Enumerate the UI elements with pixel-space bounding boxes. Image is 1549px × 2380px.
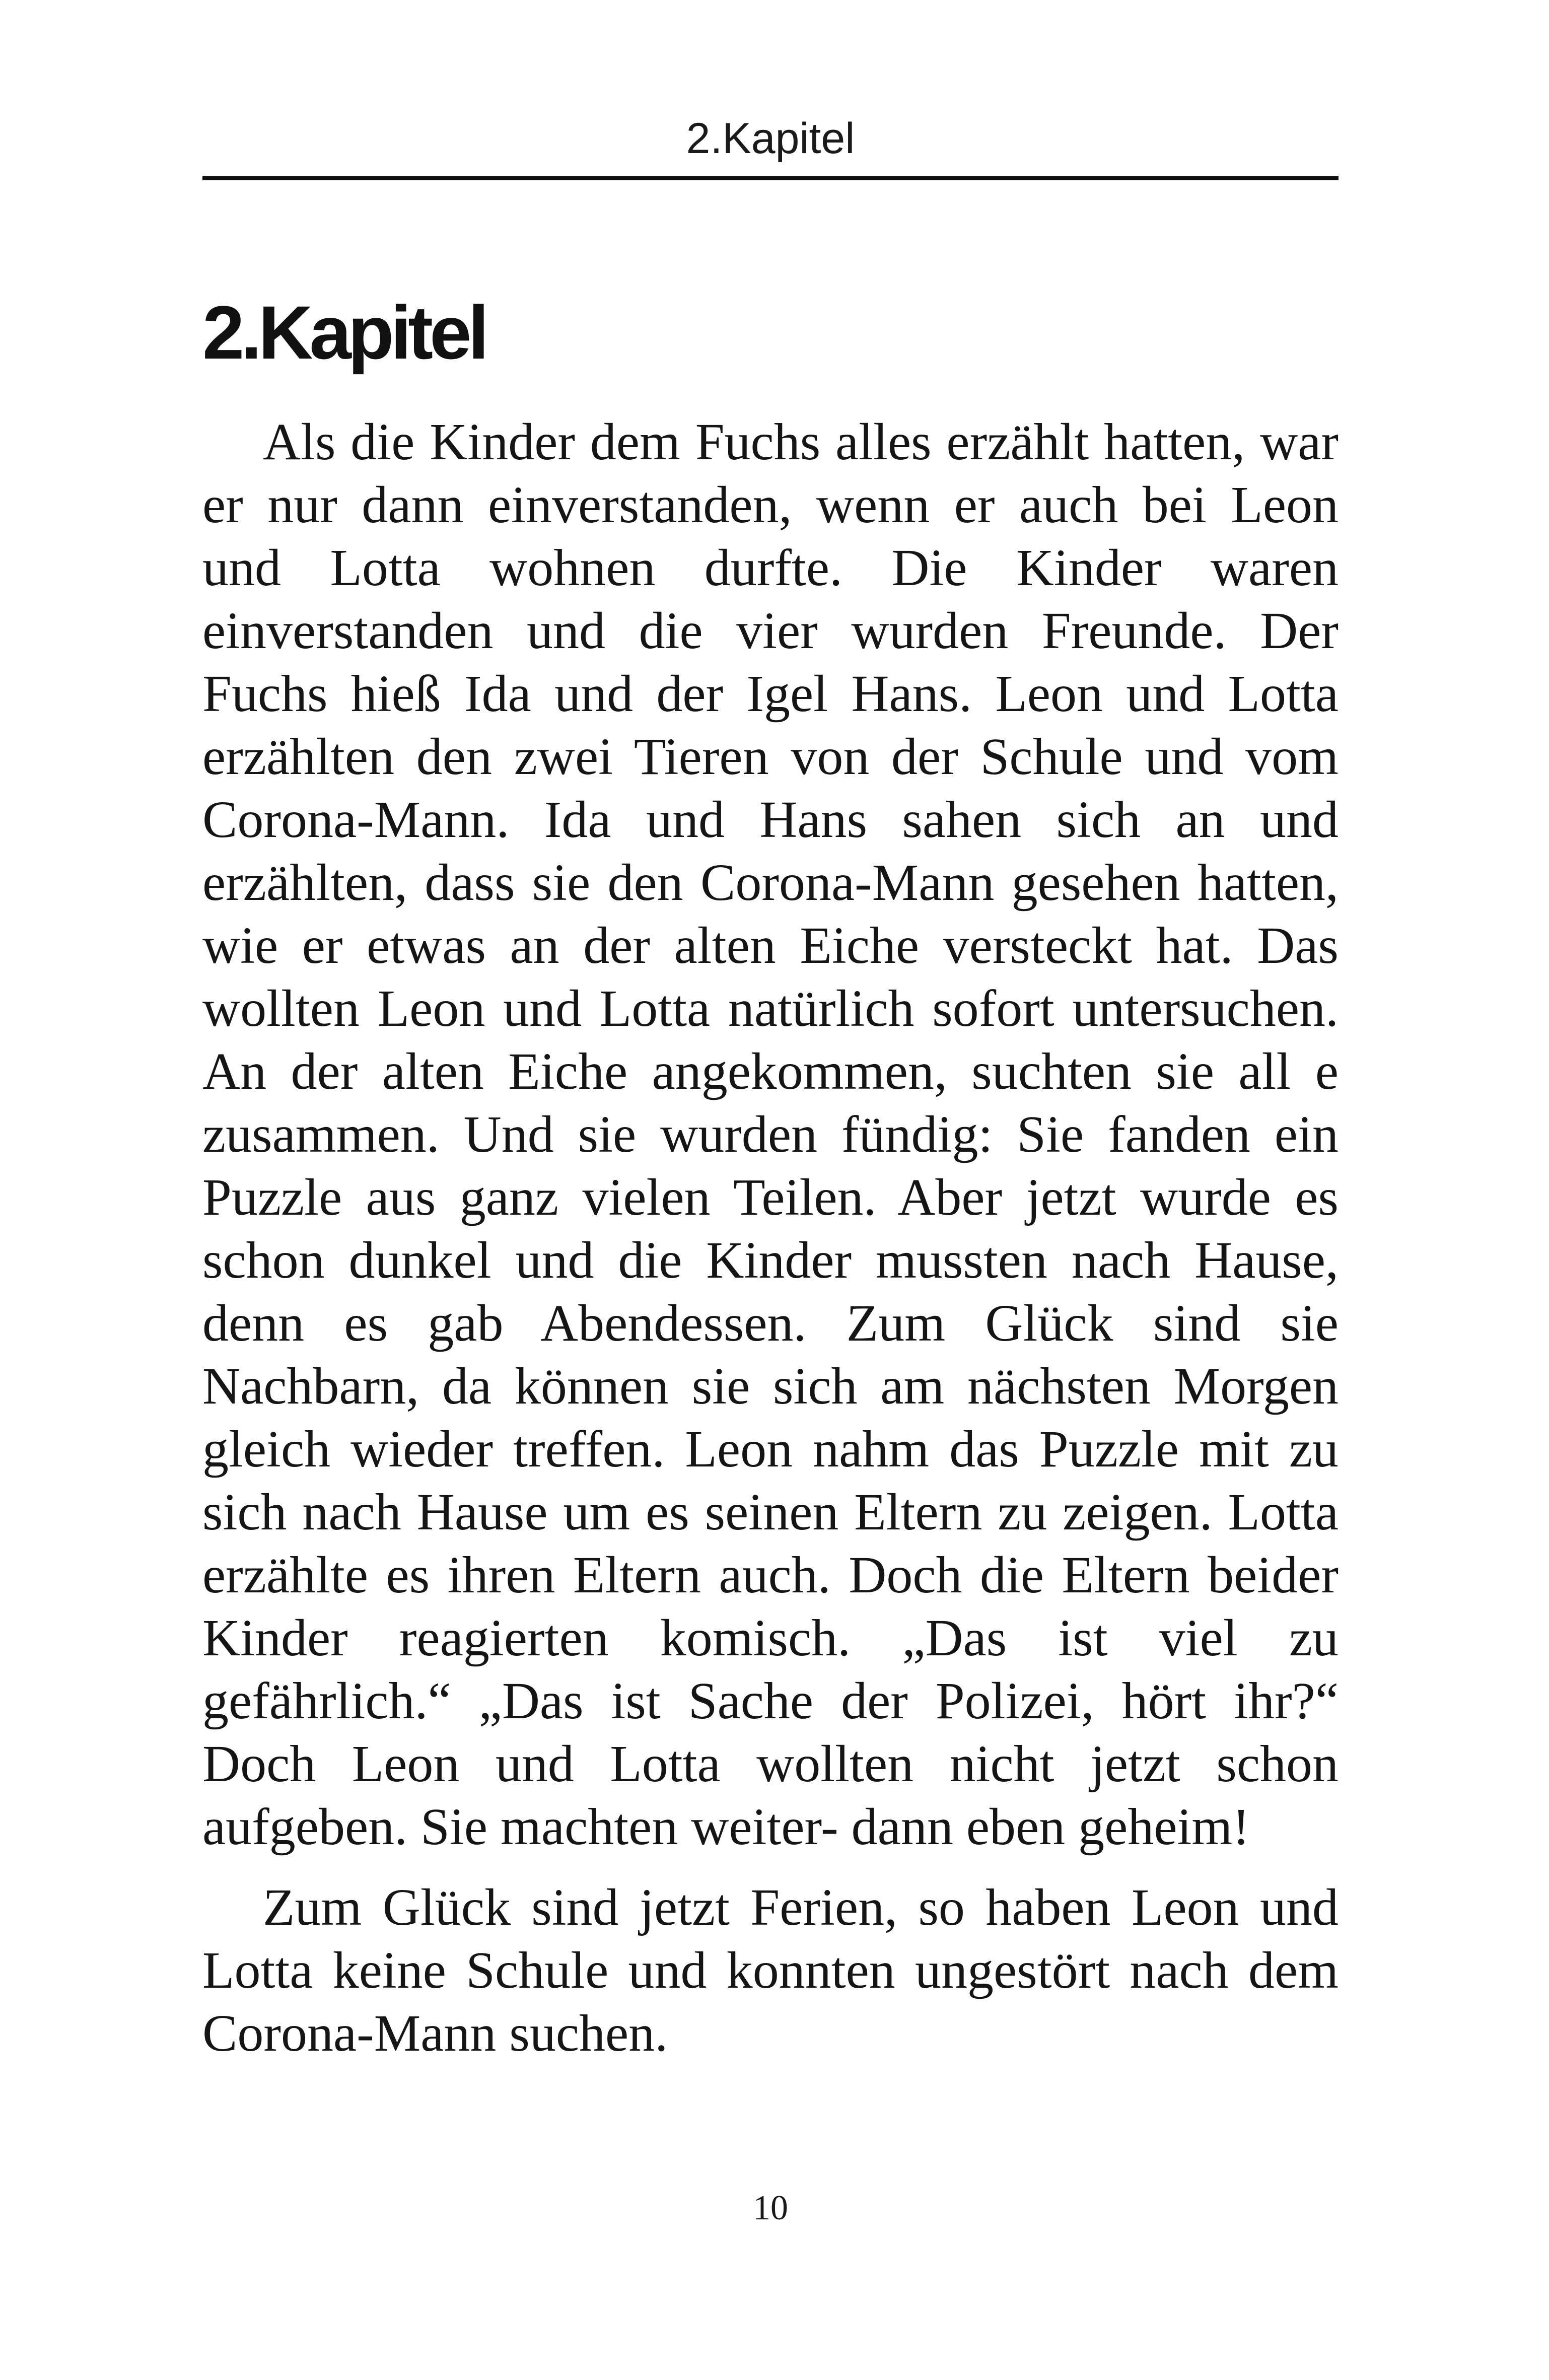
chapter-body: [202, 410, 1339, 2065]
running-header: 2.Kapitel: [686, 114, 855, 163]
chapter-title: 2.Kapitel: [202, 290, 486, 375]
page-number: 10: [753, 2189, 788, 2227]
header-divider: [202, 176, 1339, 180]
paragraph-1: Als die Kinder dem Fuchs alles erzählt hatten, war er nur dann einverstanden, wenn er auch bei Leon und Lotta wohnen durfte. Die Kinder waren einverstanden und die vier wurden Freunde. Der Fuchs hieß Ida und der Igel Hans. Leon und Lotta erzählten den zwei Tieren von der Schule und vom Corona-Mann. Ida und Hans sahen sich an und erzählten, dass sie den Corona-Mann gesehen hatten, wie er etwas an der alten Eiche versteckt hat. Das wollten Leon und Lotta natürlich sofort untersuchen. An der alten Eiche angekommen, suchten sie all e zusammen. Und sie wurden fündig: Sie fanden ein Puzzle aus ganz vielen Teilen. Aber jetzt wurde es schon dunkel und die Kinder mussten nach Hause, denn es gab Abendessen. Zum Glück sind sie Nachbarn, da können sie sich am nächsten Morgen gleich wieder treffen. Leon nahm das Puzzle mit zu sich nach Hause um es seinen Eltern zu zeigen. Lotta erzählte es ihren Eltern auch. Doch die Eltern beider Kinder reagierten komisch. „Das ist viel zu gefährlich.“ „Das ist Sache der Polizei, hört ihr?“ Doch Leon und Lotta wollten nicht jetzt schon aufgeben. Sie machten weiter- dann eben geheim!: [202, 413, 1339, 1856]
paragraph-2: Zum Glück sind jetzt Ferien, so haben Leon und Lotta keine Schule und konnten ungestört nach dem Corona-Mann suchen.: [202, 1878, 1339, 2062]
